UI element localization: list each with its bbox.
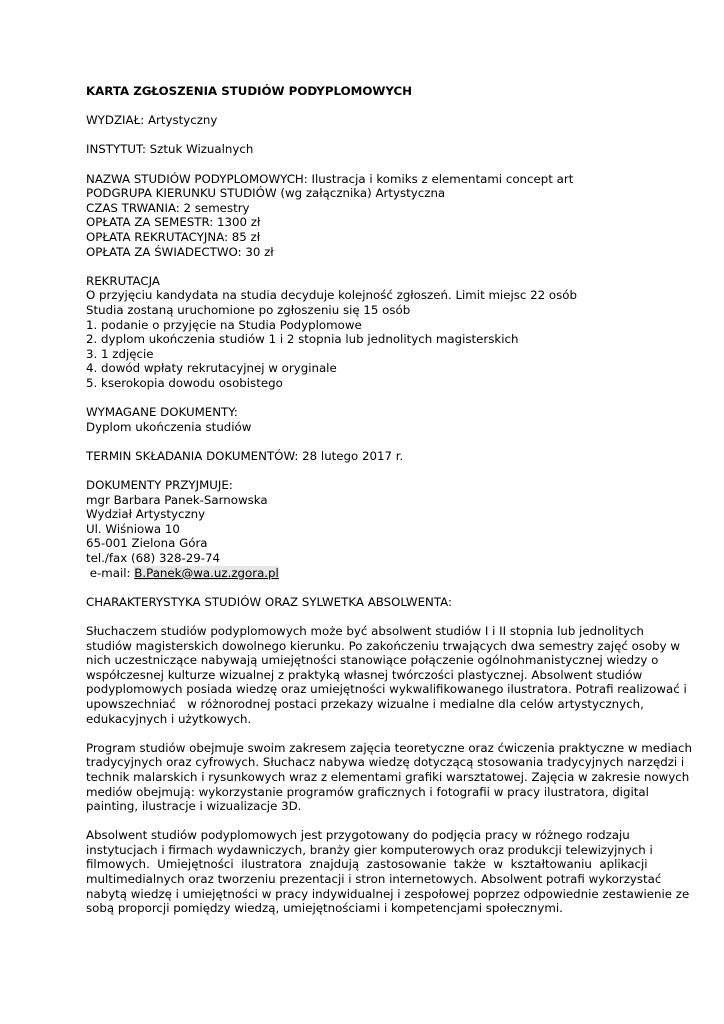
contact-name: mgr Barbara Panek-Sarnowska — [86, 492, 268, 507]
contact-department: Wydział Artystyczny — [86, 507, 206, 522]
contact-city: 65-001 Zielona Góra — [86, 536, 208, 551]
paragraph-line: sobą proporcji pomiędzy wiedzą, umiejętnościami i kompetencjami społecznymi. — [86, 901, 563, 916]
study-subgroup-line: PODGRUPA KIERUNKU STUDIÓW (wg załącznika) Artystyczna — [86, 186, 446, 201]
paragraph-line: podyplomowych posiada wiedzę oraz umiejętności wykwalifikowanego ilustratora. Potrafi realizować i — [86, 682, 687, 697]
paragraph-line: instytucjach i firmach wydawniczych, branży gier komputerowych oraz produkcji telewizyjnych i — [86, 842, 653, 857]
paragraph-graduate-profile — [86, 623, 687, 726]
duration-line: CZAS TRWANIA: 2 semestry — [86, 200, 250, 215]
paragraph-line: Program studiów obejmuje swoim zakresem zajęcia teoretyczne oraz ćwiczenia praktyczne w mediach — [86, 740, 692, 755]
institute-line: INSTYTUT: Sztuk Wizualnych — [86, 142, 254, 157]
study-name-line: NAZWA STUDIÓW PODYPLOMOWYCH: Ilustracja i komiks z elementami concept art — [86, 171, 574, 186]
paragraph-line: edukacyjnych i użytkowych. — [86, 711, 252, 726]
required-documents-value: Dyplom ukończenia studiów — [86, 419, 252, 434]
paragraph-program — [86, 740, 692, 814]
document-title: KARTA ZGŁOSZENIA STUDIÓW PODYPLOMOWYCH — [86, 84, 413, 98]
paragraph-line: technik malarskich i rysunkowych wraz z elementami grafiki warsztatowej. Zajęcia w zakresie nowych — [86, 769, 690, 784]
study-info-block — [86, 172, 639, 260]
recruitment-list-item: 4. dowód wpłaty rekrutacyjnej w oryginale — [86, 361, 337, 376]
paragraph-career — [86, 828, 690, 916]
paragraph-line: Absolwent studiów podyplomowych jest przygotowany do podjęcia pracy w różnego rodzaju — [86, 828, 630, 843]
paragraph-line: współczesnej kulturze wizualnej z praktyką własnej twórczości plastycznej. Absolwent studiów — [86, 667, 643, 682]
document-page — [86, 84, 692, 916]
contact-email-line — [86, 566, 639, 581]
recruitment-list-item: 1. podanie o przyjęcie na Studia Podyplomowe — [86, 317, 362, 332]
paragraph-line: nabytą wiedzę i umiejętności w pracy indywidualnej i zespołowej poprzez odpowiednie zestawienie ze — [86, 886, 690, 901]
recruitment-section — [86, 274, 639, 391]
required-documents-section — [86, 405, 639, 434]
characteristics-heading: CHARAKTERYSTYKA STUDIÓW ORAZ SYLWETKA ABSOLWENTA: — [86, 594, 452, 609]
required-documents-heading: WYMAGANE DOKUMENTY: — [86, 405, 238, 420]
email-label: e-mail: — [86, 565, 135, 580]
email-link[interactable]: B.Panek@wa.uz.zgora.pl — [134, 565, 279, 580]
faculty-line: WYDZIAŁ: Artystyczny — [86, 113, 218, 128]
paragraph-line: filmowych. Umiejętności ilustratora znajdują zastosowanie także w kształtowaniu aplikacji — [86, 857, 648, 872]
recruitment-list-item: 5. kserokopia dowodu osobistego — [86, 375, 283, 390]
certificate-fee-line: OPŁATA ZA ŚWIADECTWO: 30 zł — [86, 244, 274, 259]
paragraph-line: nich uczestniczące nabywają umiejętności stanowiące połączenie ogólnohmanistycznej wiedzy o — [86, 653, 659, 668]
paragraph-line: upowszechniać w różnorodnej postaci przekazy wizualne i medialne dla celów artystycznych, — [86, 696, 644, 711]
semester-fee-line: OPŁATA ZA SEMESTR: 1300 zł — [86, 215, 261, 230]
recruitment-line: Studia zostaną uruchomione po zgłoszeniu się 15 osób — [86, 302, 411, 317]
paragraph-line: studiów magisterskich dowolnego kierunku. Po zakończeniu trwających dwa semestry zajęć osoby w — [86, 638, 681, 653]
recruitment-heading: REKRUTACJA — [86, 273, 160, 288]
contact-section — [86, 478, 639, 580]
paragraph-line: tradycyjnych oraz cyfrowych. Słuchacz nabywa wiedzę dotyczącą stosowania tradycyjnych narzędzi i — [86, 755, 685, 770]
paragraph-line: multimedialnych oraz tworzeniu prezentacji i stron internetowych. Absolwent potrafi wykorzystać — [86, 872, 662, 887]
contact-street: Ul. Wiśniowa 10 — [86, 521, 180, 536]
paragraph-line: mediów obejmują: wykorzystanie programów graficznych i fotografii w pracy ilustratora, digital — [86, 784, 649, 799]
contact-phone: tel./fax (68) 328-29-74 — [86, 551, 221, 565]
contact-heading: DOKUMENTY PRZYJMUJE: — [86, 478, 233, 493]
deadline-line: TERMIN SKŁADANIA DOKUMENTÓW: 28 lutego 2017 r. — [86, 448, 404, 463]
recruitment-list-item: 2. dyplom ukończenia studiów 1 i 2 stopnia lub jednolitych magisterskich — [86, 332, 519, 347]
paragraph-line: Słuchaczem studiów podyplomowych może być absolwent studiów I i II stopnia lub jednolitych — [86, 623, 644, 638]
recruitment-fee-line: OPŁATA REKRUTACYJNA: 85 zł — [86, 229, 261, 244]
recruitment-list-item: 3. 1 zdjęcie — [86, 346, 154, 361]
paragraph-line: painting, ilustracje i wizualizacje 3D. — [86, 799, 302, 814]
recruitment-line: O przyjęciu kandydata na studia decyduje kolejność zgłoszeń. Limit miejsc 22 osób — [86, 288, 577, 303]
